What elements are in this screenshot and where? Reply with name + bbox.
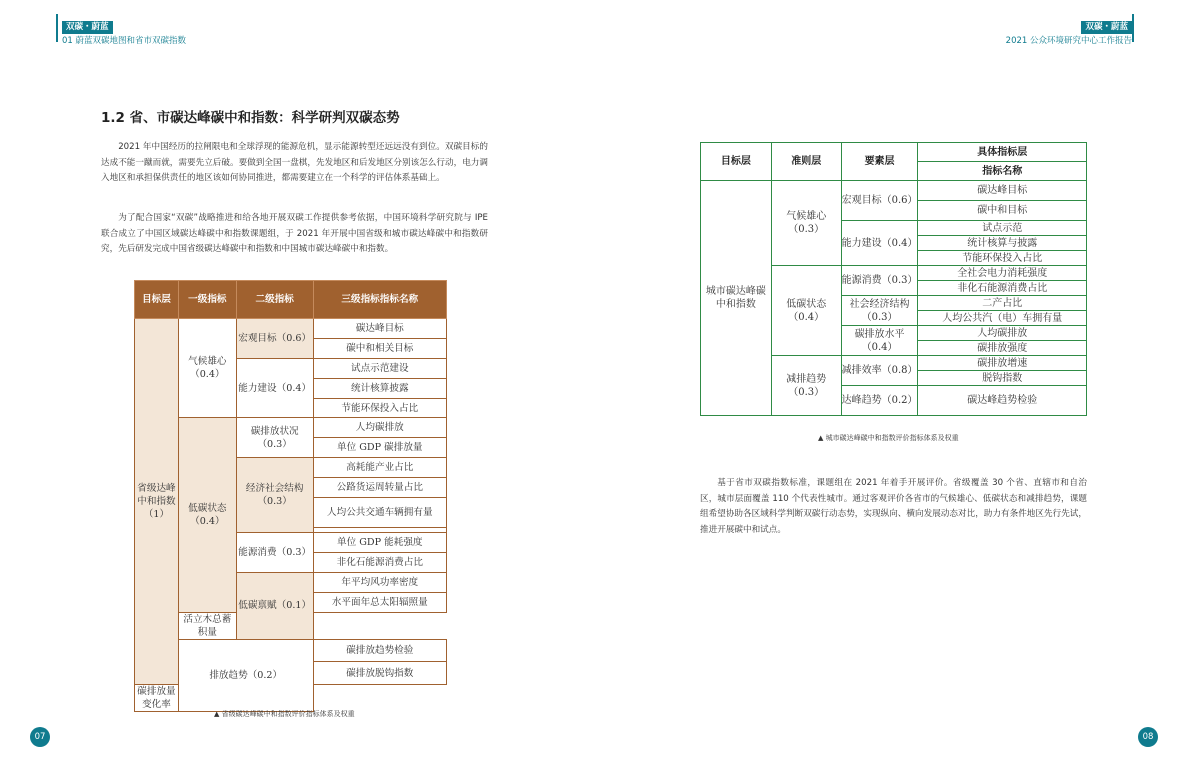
t1-l3-cell: 碳排放脱钩指数 [313,662,446,685]
t1-l3-cell: 试点示范建设 [313,358,446,378]
header-right [1006,14,1132,47]
t2-e-macro: 宏观目标（0.6） [841,181,918,221]
header-left-tag: 双碳・蔚蓝 [62,21,113,34]
t1-l3-cell: 碳中和相关目标 [313,338,446,358]
t2-indicator: 碳中和目标 [918,201,1087,221]
t1-l1-climate: 气候雄心（0.4） [178,319,236,418]
paragraph-2: 为了配合国家“双碳”战略推进和给各地开展双碳工作提供参考依据，中国环境科学研究院与 IPE 联合成立了中国区域碳达峰碳中和指数课题组，于 2021 年开展中国省级和城市碳达峰碳中和指数研究，先后研发完成中国省级碳达峰碳中和指数和中国城市碳达峰碳中和指数。 [101,213,488,255]
t2-header-element: 要素层 [841,143,918,181]
t1-l1-lowcarbon: 低碳状态（0.4） [178,418,236,612]
t2-e-efficiency: 减排效率（0.8） [841,356,918,386]
t1-l2-capacity: 能力建设（0.4） [236,358,313,418]
t2-indicator: 碳达峰趋势检验 [918,386,1087,416]
t2-indicator: 人均公共汽（电）车拥有量 [918,311,1087,326]
paragraph-1: 2021 年中国经历的拉闸限电和全球浮现的能源危机，显示能源转型还远远没有到位。双碳目标的达成不能一蹴而就，需要先立后破。要做到全国一盘棋，先发地区和后发地区分别该怎么行动，电力调入地区和承担保供责任的地区该如何协同推进，都需要建立在一个科学的评估体系基础上。 [101,142,488,184]
t1-header-target: 目标层 [135,281,179,319]
t2-indicator: 脱钩指数 [918,371,1087,386]
page-number-left: 07 [30,727,50,747]
t1-l2-econ: 经济社会结构（0.3） [236,458,313,533]
t1-l3-cell: 水平面年总太阳辐照量 [313,592,446,612]
t1-l3-cell: 人均公共交通车辆拥有量 [313,498,446,528]
t1-l3-cell: 非化石能源消费占比 [313,552,446,572]
t1-l3-cell: 高耗能产业占比 [313,458,446,478]
table2-caption: ▲ 城市碳达峰碳中和指数评价指标体系及权重 [818,434,959,442]
t1-l3-cell: 碳排放趋势检验 [313,639,446,662]
t1-header-level2: 二级指标 [236,281,313,319]
t2-header-indicator: 指标名称 [918,162,1087,181]
t1-l1-trend: 排放趋势（0.2） [178,639,313,712]
t2-e-energy: 能源消费（0.3） [841,266,918,296]
t2-indicator: 二产占比 [918,296,1087,311]
header-right-bar [1132,14,1134,42]
t1-l3-cell: 单位 GDP 碳排放量 [313,438,446,458]
t2-header-target: 目标层 [701,143,772,181]
header-left [62,14,186,47]
t2-indicator: 碳排放强度 [918,341,1087,356]
table1-caption: ▲ 省级碳达峰碳中和指数评价指标体系及权重 [214,710,355,718]
t2-header-criteria: 准则层 [771,143,841,181]
t1-header-level3: 三级指标指标名称 [313,281,446,319]
city-index-table [700,142,1087,416]
t2-indicator: 节能环保投入占比 [918,251,1087,266]
t1-l2-macro: 宏观目标（0.6） [236,319,313,359]
t1-l3-cell: 统计核算披露 [313,378,446,398]
t1-l3-cell: 人均碳排放 [313,418,446,438]
t2-indicator: 统计核算与披露 [918,236,1087,251]
t2-indicator: 人均碳排放 [918,326,1087,341]
t2-e-peak: 达峰趋势（0.2） [841,386,918,416]
t2-c-reduce: 减排趋势（0.3） [771,356,841,416]
t2-target-cell: 城市碳达峰碳中和指数 [701,181,772,416]
header-left-subtitle: 01 蔚蓝双碳地图和省市双碳指数 [62,36,187,46]
t2-e-emission: 碳排放水平（0.4） [841,326,918,356]
t2-e-capacity: 能力建设（0.4） [841,221,918,266]
t2-indicator: 全社会电力消耗强度 [918,266,1087,281]
t2-indicator: 碳排放增速 [918,356,1087,371]
t1-l3-cell: 单位 GDP 能耗强度 [313,533,446,553]
t1-l2-emission: 碳排放状况（0.3） [236,418,313,458]
t2-c-climate: 气候雄心（0.3） [771,181,841,266]
t1-target-cell: 省级达峰中和指数（1） [135,319,179,685]
t1-l3-cell: 公路货运周转量占比 [313,478,446,498]
header-left-bar [56,14,58,42]
t1-l3-cell: 年平均风功率密度 [313,572,446,592]
province-index-table [134,280,447,712]
t1-l2-energy: 能源消费（0.3） [236,533,313,573]
t2-indicator: 试点示范 [918,221,1087,236]
t1-l3-cell: 活立木总蓄积量 [178,612,236,639]
t1-l2-endowment: 低碳禀赋（0.1） [236,572,313,639]
t1-header-level1: 一级指标 [178,281,236,319]
paragraph-3: 基于省市双碳指数标准，课题组在 2021 年着手开展评价。省级覆盖 30 个省、直辖市和自治区，城市层面覆盖 110 个代表性城市。通过客观评价各省市的气候雄心、低碳状态和减排趋势，课题组希望协助各区域科学判断双碳行动态势，实现纵向、横向发展动态对比，助力有条件地区先行先试，推进开展碳中和试点。 [700,478,1087,535]
header-right-tag: 双碳・蔚蓝 [1081,21,1132,34]
t2-header-specific: 具体指标层 [918,143,1087,162]
header-right-subtitle: 2021 公众环境研究中心工作报告 [1005,36,1132,46]
section-title: 1.2 省、市碳达峰碳中和指数：科学研判双碳态势 [101,110,400,126]
t2-indicator: 碳达峰目标 [918,181,1087,201]
t2-indicator: 非化石能源消费占比 [918,281,1087,296]
page-number-right: 08 [1138,727,1158,747]
t1-l3-cell: 碳达峰目标 [313,319,446,339]
t2-e-econ: 社会经济结构（0.3） [841,296,918,326]
t2-c-lowcarbon: 低碳状态（0.4） [771,266,841,356]
t1-l3-cell: 碳排放量变化率 [135,685,179,712]
t1-l3-cell: 节能环保投入占比 [313,398,446,418]
